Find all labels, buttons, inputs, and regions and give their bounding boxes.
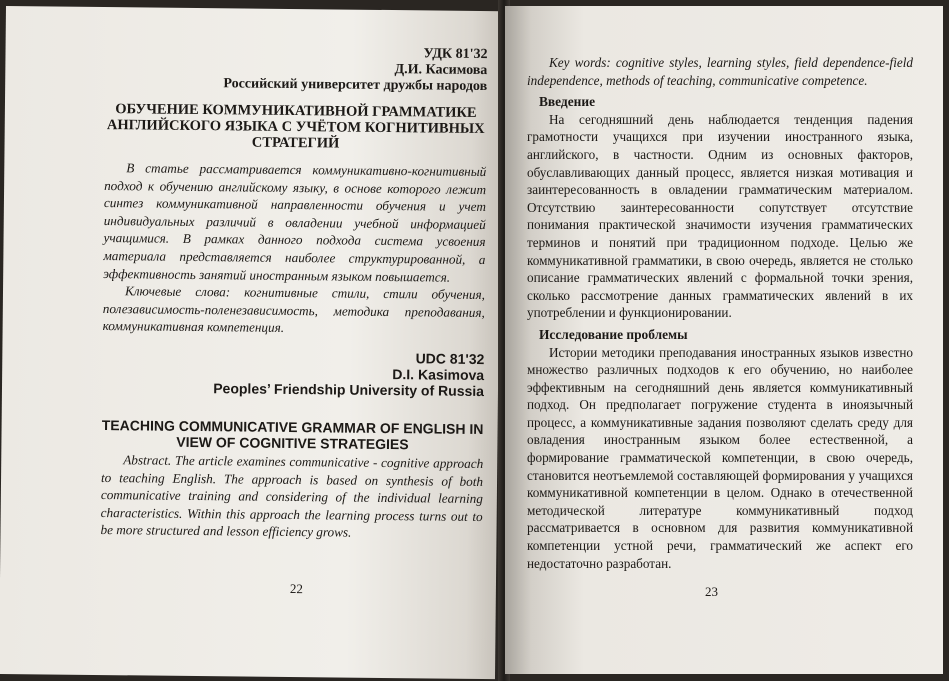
right-page <box>505 6 943 674</box>
abstract-ru: В статье рассматривается коммуникативно-когнитивный подход к обучению английскому языку, в основе которого лежит синтез коммуникативной направленности обучения и учет индивидуальных различий в овладении учебной информацией учащимися. В рамках данного подхода система усвоения материала представляется наиболее структурированной, а эффективность занятий иностранным языком повышается. <box>103 160 487 285</box>
page-number-right: 23 <box>705 584 718 599</box>
page-number-left: 22 <box>289 581 303 597</box>
section-text-research: Истории методики преподавания иностранных языков известно множество различных подходов к его обучению, но наиболее эффективным на сегодняшний день является коммуникативный подход. Он предполагает погружение студента в иноязычный процесс, а коммуникативные задания позволяют сделать среду для овладения иностранным языком более естественной, а формирование грамматической компетенции, в свою очередь, становится неотъемлемой составляющей формирования у учащихся коммуникативной компетенции в целом. Однако в отечественной методической литературе коммуникативный подход рассматривается в основном для развития коммуникативной компетенции устной речи, грамматический же аспект его недостаточно разработан. <box>527 344 913 571</box>
keywords-ru: Ключевые слова: когнитивные стили, стили обучения, полезависимость-поленезависимость, методика преподавания, коммуникативная компетенция. <box>102 283 486 336</box>
affiliation-ru: Российский университет дружбы народов <box>223 76 488 95</box>
affiliation-en: Peoples’ Friendship University of Russia <box>213 380 485 399</box>
author-ru: Д.И. Касимова <box>394 62 488 79</box>
abstract-en: Abstract. The article examines communicative - cognitive approach to teaching English. The approach is based on synthesis of both communicative training and considering of the individual learning characteristics. Within this approach the learning process turns out to be more structured and lesson efficiency grows. <box>100 452 484 540</box>
section-heading-intro: Введение <box>539 94 596 110</box>
section-text-intro: На сегодняшний день наблюдается тенденция падения грамотности учащихся при изучении иностранного языка, английского, в частности. Одним из основных факторов, обуславливающих данный процесс, является низкая мотивация и заинтересованность в овладении грамматическим материалом. Отсутствию заинтересованности сопутствует отсутствие понимания практической значимости изучения грамматических терминов и понятий при традиционном подходе. Целью же коммуникативной грамматики, в свою очередь, является не столько описание грамматических явлений с формальной точки зрения, сколько рассмотрение данных грамматических явлений в их употреблении и функционировании. <box>527 111 913 321</box>
author-en: D.I. Kasimova <box>392 366 485 383</box>
udc-code: UDC 81'32 <box>415 350 485 367</box>
udk-code: УДК 81'32 <box>423 46 488 63</box>
section-heading-research: Исследование проблемы <box>539 326 688 342</box>
keywords-en: Key words: cognitive styles, learning styles, field dependence-field independence, methods of teaching, communicative competence. <box>527 55 913 88</box>
title-ru: ОБУЧЕНИЕ КОММУНИКАТИВНОЙ ГРАММАТИКЕ АНГЛИЙСКОГО ЯЗЫКА С УЧЁТОМ КОГНИТИВНЫХ СТРАТЕГИЙ <box>106 101 485 152</box>
title-en: TEACHING COMMUNICATIVE GRAMMAR OF ENGLISH IN VIEW OF COGNITIVE STRATEGIES <box>101 416 484 453</box>
left-page <box>0 6 502 679</box>
